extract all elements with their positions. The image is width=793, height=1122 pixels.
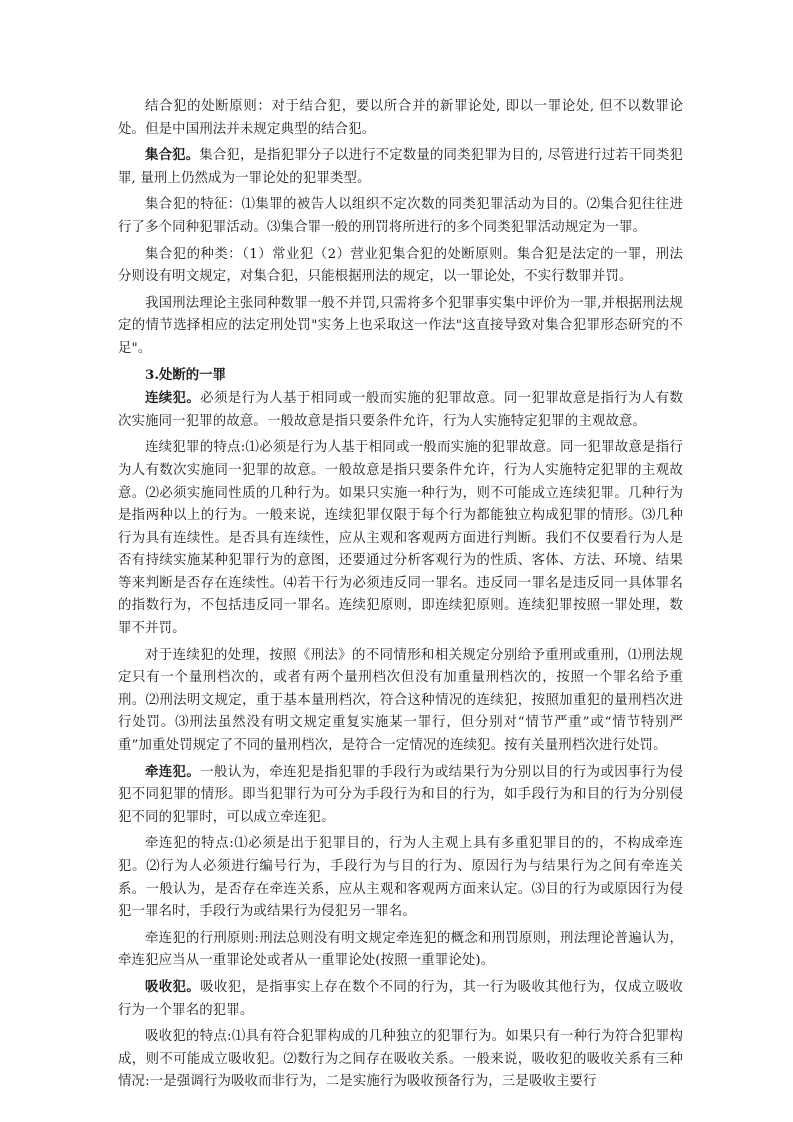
paragraph-text: 牵连犯的行刑原则:刑法总则没有明文规定牵连犯的概念和刑罚原则，刑法理论普遍认为，牵连犯应当从一重罪论处或者从一重罪论处(按照一重罪论处)。	[118, 930, 683, 969]
paragraph-text: 一般认为，牵连犯是指犯罪的手段行为或结果行为分别以目的行为或因事行为侵犯不同犯罪的情形。即当犯罪行为可分为手段行为和目的行为，如手段行为和目的行为分别侵犯不同的犯罪时，可以成立牵连犯。	[118, 764, 684, 825]
paragraph-aggregate-offense	[118, 144, 683, 190]
paragraph-text: 吸收犯的特点:⑴具有符合犯罪构成的几种独立的犯罪行为。如果只有一种行为符合犯罪构成，则不可能成立吸收犯。⑵数行为之间存在吸收关系。一般来说，吸收犯的吸收关系有三种情况:一是强调行为吸收而非行为，二是实施行为吸收预备行为，三是吸收主要行	[118, 1029, 683, 1090]
paragraph-implicated-offense	[118, 761, 683, 830]
section-heading: 3.处断的一罪	[145, 366, 226, 383]
paragraph-text: 集合犯的特征：⑴集罪的被告人以组织不定次数的同类犯罪活动为目的。⑵集合犯往往进行了多个同种犯罪活动。⑶集合罪一般的刑罚将所进行的多个同类犯罪活动规定为一罪。	[118, 197, 683, 235]
paragraph-text: 连续犯罪的特点:⑴必须是行为人基于相同或一般而实施的犯罪故意。同一犯罪故意是指行为人有数次实施同一犯罪的故意。一般故意是指只要条件允许，行为人实施特定犯罪的主观故意。⑵必须实施同性质的几种行为。如果只实施一种行为，则不可能成立连续犯罪。几种行为是指两种以上的行为。一般来说，连续犯罪仅限于每个行为都能独立构成犯罪的情形。⑶几种行为具有连续性。是否具有连续性，应从主观和客观两方面进行判断。我们不仅要看行为人是否有持续实施某种犯罪行为的意图，还要通过分析客观行为的性质、客体、方法、环境、结果等来判断是否存在连续性。⑷若干行为必须违反同一罪名。违反同一罪名是违反同一具体罪名的指数行为，不包括违反同一罪名。连续犯原则，即连续犯原则。连续犯罪按照一罪处理，数罪不并罚。	[118, 440, 683, 637]
paragraph-text: 牵连犯的特点:⑴必须是出于犯罪目的，行为人主观上具有多重犯罪目的的，不构成牵连犯。⑵行为人必须进行编号行为，手段行为与目的行为、原因行为与结果行为之间有牵连关系。一般认为，是否存在牵连关系，应从主观和客观两方面来认定。⑶目的行为或原因行为侵犯一罪名时，手段行为或结果行为侵犯另一罪名。	[118, 836, 683, 920]
paragraph-term: 集合犯。	[145, 147, 200, 164]
paragraph-continuous-handling	[118, 644, 683, 758]
paragraph-implicated-features	[118, 832, 683, 923]
paragraph-term: 连续犯。	[145, 390, 201, 407]
paragraph-absorbed-offense	[118, 976, 683, 1022]
paragraph-theory	[118, 292, 683, 361]
paragraph-continuous-features	[118, 436, 683, 640]
paragraph-continuous-offense	[118, 387, 683, 433]
paragraph-text: 吸收犯，是指事实上存在数个不同的行为，其一行为吸收其他行为，仅成立吸收行为一个罪名的犯罪。	[118, 979, 684, 1018]
paragraph-text: 结合犯的处断原则：对于结合犯，要以所合并的新罪论处, 即以一罪论处, 但不以数罪论处。但是中国刑法并未规定典型的结合犯。	[118, 99, 683, 137]
paragraph-text: 必须是行为人基于相同或一般而实施的犯罪故意。同一犯罪故意是指行为人有数次实施同一犯罪的故意。一般故意是指只要条件允许，行为人实施特定犯罪的主观故意。	[118, 391, 684, 429]
paragraph-implicated-principle	[118, 927, 683, 973]
paragraph-aggregate-features	[118, 193, 683, 239]
paragraph-term: 吸收犯。	[145, 978, 201, 995]
paragraph-aggregate-types	[118, 243, 683, 289]
paragraph-text: 对于连续犯的处理，按照《刑法》的不同情形和相关规定分别给予重刑或重刑，⑴刑法规定只有一个量刑档次的，或者有两个量刑档次但没有加重量刑档次的，按照一个罪名给予重刑。⑵刑法明文规定，重于基本量刑档次，符合这种情况的连续犯，按照加重犯的量刑档次进行处罚。⑶刑法虽然没有明文规定重复实施某一罪行，但分别对“情节严重”或“情节特别严重”加重处罚规定了不同的量刑档次，是符合一定情况的连续犯。按有关量刑档次进行处罚。	[118, 647, 683, 754]
paragraph-absorbed-features	[118, 1025, 683, 1094]
paragraph-combined-offense-principle	[118, 95, 683, 141]
paragraph-text: 集合犯，是指犯罪分子以进行不定数量的同类犯罪为目的, 尽管进行过若干同类犯罪, 量刑上仍然成为一罪论处的犯罪类型。	[118, 148, 683, 186]
paragraph-text: 集合犯的种类：（1）常业犯（2）营业犯集合犯的处断原则。集合犯是法定的一罪，刑法分则设有明文规定，对集合犯，只能根据刑法的规定，以一罪论处，不实行数罪并罚。	[118, 246, 683, 285]
paragraph-term: 牵连犯。	[145, 763, 201, 780]
paragraph-text: 我国刑法理论主张同种数罪一般不并罚,只需将多个犯罪事实集中评价为一罪,并根据刑法规定的情节选择相应的法定刑处罚"实务上也采取这一作法"这直接导致对集合犯罪形态研究的不足"。	[118, 295, 683, 356]
